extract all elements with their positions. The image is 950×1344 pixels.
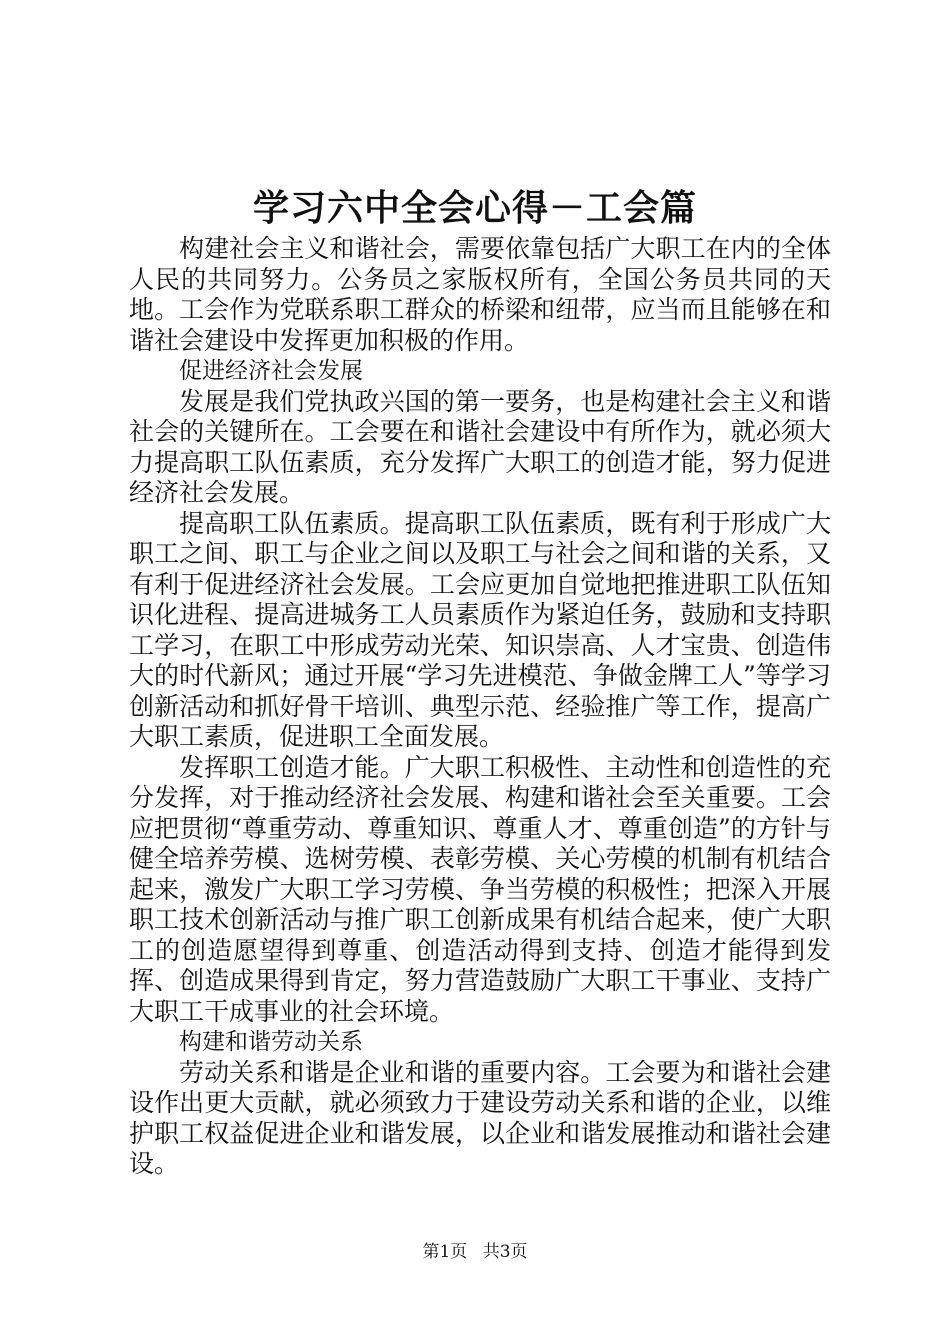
paragraph: 构建社会主义和谐社会，需要依靠包括广大职工在内的全体人民的共同努力。公务员之家版权所有，全国公务员共同的天地。工会作为党联系职工群众的桥梁和纽带，应当而且能够在和谐社会建设中发挥更加积极的作用。 — [129, 234, 831, 355]
paragraph: 劳动关系和谐是企业和谐的重要内容。工会要为和谐社会建设作出更大贡献，就必须致力于建设劳动关系和谐的企业，以维护职工权益促进企业和谐发展，以企业和谐发展推动和谐社会建设。 — [129, 1057, 831, 1178]
page-title: 学习六中全会心得－工会篇 — [252, 188, 697, 229]
page-footer — [0, 1240, 950, 1264]
paragraph: 发挥职工创造才能。广大职工积极性、主动性和创造性的充分发挥，对于推动经济社会发展、构建和谐社会至关重要。工会应把贯彻“尊重劳动、尊重知识、尊重人才、尊重创造”的方针与健全培养劳模、选树劳模、表彰劳模、关心劳模的机制有机结合起来，激发广大职工学习劳模、争当劳模的积极性；把深入开展职工技术创新活动与推广职工创新成果有机结合起来，使广大职工的创造愿望得到尊重、创造活动得到支持、创造才能得到发挥、创造成果得到肯定，努力营造鼓励广大职工干事业、支持广大职工干成事业的社会环境。 — [129, 752, 831, 1026]
document-body — [129, 234, 831, 1180]
section-heading: 促进经济社会发展 — [179, 358, 363, 384]
section-heading: 构建和谐劳动关系 — [179, 1029, 363, 1055]
paragraph: 提高职工队伍素质。提高职工队伍素质，既有利于形成广大职工之间、职工与企业之间以及职工与社会之间和谐的关系，又有利于促进经济社会发展。工会应更加自觉地把推进职工队伍知识化进程、提高进城务工人员素质作为紧迫任务，鼓励和支持职工学习，在职工中形成劳动光荣、知识崇高、人才宝贵、创造伟大的时代新风；通过开展“学习先进模范、争做金牌工人”等学习创新活动和抓好骨干培训、典型示范、经验推广等工作，提高广大职工素质，促进职工全面发展。 — [129, 508, 831, 751]
page-total: 共3页 — [482, 1242, 528, 1262]
page-number: 第1页 — [422, 1242, 468, 1262]
paragraph: 发展是我们党执政兴国的第一要务，也是构建社会主义和谐社会的关键所在。工会要在和谐社会建设中有所作为，就必须大力提高职工队伍素质，充分发挥广大职工的创造才能，努力促进经济社会发展。 — [129, 386, 831, 507]
